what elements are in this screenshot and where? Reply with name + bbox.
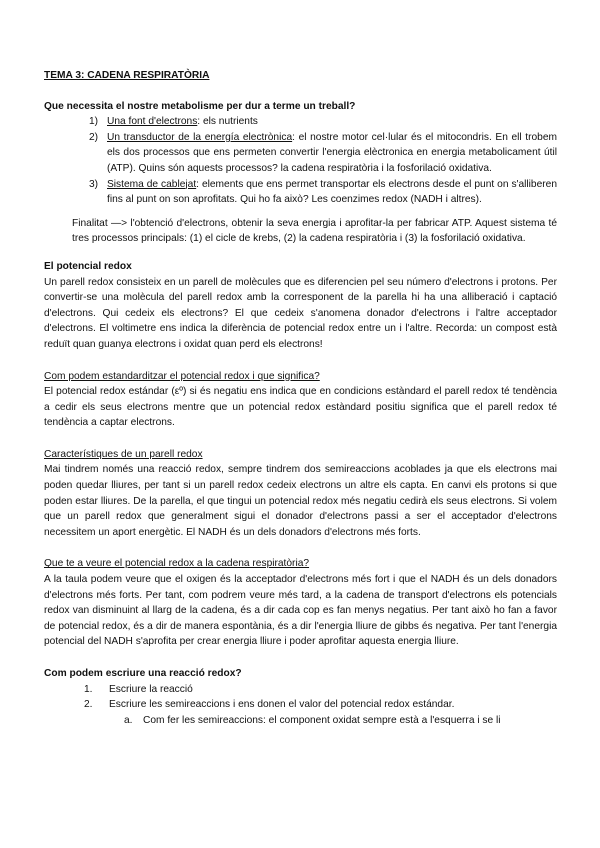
list-item: 2) Un transductor de la energía electrònica: el nostre motor cel·lular és el mitocondris. En ell trobem els dos processos que ens permeten convertir l'energia elèctronica en energia metabolicament útil (ATP). Quins són aquests processos? la cadena respiratòria i la fosforilació oxidativa. [89, 131, 557, 174]
paragraph-respiratory-chain: A la taula podem veure que el oxigen és la acceptador d'electrons més fort i que el NADH és un dels donadors d'electrons més forts. Per tant, com podrem veure més tard, a la cadena de transport d'electrons els potencials redox van disminuint al llarg de la cadena, és a dir cada cop es fan menys negatius. Per tant això ho fan a favor de potencial redox, és a dir de manera espontània, és a dir l'energia lliure de gibbs és negativa. Per tant l'energia potencial del NADH s'aprofita per crear energia lliure i poder aprofitar aquesta energia lliure. [44, 574, 557, 648]
list-item: 1) Una font d'electrons: els nutrients [89, 116, 258, 128]
list-term: Una font d'electrons [107, 116, 198, 128]
list-term: Un transductor de la energía electrònica [107, 131, 293, 143]
page-title: TEMA 3: CADENA RESPIRATÒRIA [44, 70, 210, 81]
list-item: 1. Escriure la reacció [84, 683, 193, 695]
question-metabolism: Que necessita el nostre metabolisme per dur a terme un treball? [44, 100, 356, 112]
subheading-respiratory-chain: Que te a veure el potencial redox a la cadena respiratòria? [44, 558, 310, 570]
subheading-standardize: Com podem estandarditzar el potencial redox i que significa? [44, 370, 320, 382]
list-item: 2. Escriure les semireaccions i ens donen el valor del potencial redox estándar. [84, 699, 455, 711]
paragraph-characteristics: Mai tindrem només una reacció redox, sempre tindrem dos semireaccions acoblades ja que els electrons mai poden quedar lliures, per tant si un parell redox cedeix electrons un altre els capta. En canvi els protons si que poden estar lliures. De la parella, el que tingui un potencial redox més negatiu cedirà els seus electrons. Si volem que un parell redox que generalment sigui el donador d'electrons passi a ser el acceptador d'electrons necessitem un aport energètic. El NADH és un dels donadors d'electrons més forts. [44, 464, 557, 538]
list-term: Sistema de cablejat [107, 178, 197, 190]
paragraph-standardize: El potencial redox estándar (εº) si és negatiu ens indica que en condicions estàndard el parell redox té tendència a cedir els seus electrons mentre que un potencial redox estàndard positiu significa que el parell redox té tendència a captar electrons. [44, 386, 557, 429]
finalitat-paragraph: Finalitat —> l'obtenció d'electrons, obtenir la seva energia i aprofitar-la per fabricar ATP. Aquest sistema té tres processos principals: (1) el cicle de krebs, (2) la cadena respiratòria i (3) la fosforilació oxidativa. [72, 217, 557, 245]
needs-list [44, 114, 557, 208]
document-page [44, 68, 557, 728]
list-item: 3) Sistema de cablejat: elements que ens permet transportar els electrons desde el punt on s'alliberen fins al punt on son aprofitats. Qui ho fa això? Les coenzimes redox (NADH i altres). [89, 178, 557, 206]
sub-list-item: a. Com fer les semireaccions: el component oxidat sempre està a l'esquerra i se li [124, 714, 501, 726]
steps-list [44, 682, 557, 713]
paragraph-redox: Un parell redox consisteix en un parell de molècules que es diferencien pel seu número d'electrons i protons. Per convertir-se una molècula del parell redox amb la corresponent de la parella hi ha una alliberació i captació d'electrons. Qui cedeix els electrons? El que cedeix s'anomena donador d'electrons i l'altre acceptador d'electrons. El voltimetre ens indica la diferència de potencial redox entre un i l'altre. Recorda: un compost està reduït quan guanya electrons i oxidat quan perd els electrons! [44, 276, 557, 350]
subheading-characteristics: Característiques de un parell redox [44, 448, 203, 460]
section-title-write-redox: Com podem escriure una reacció redox? [44, 668, 242, 679]
section-title-redox: El potencial redox [44, 260, 132, 272]
